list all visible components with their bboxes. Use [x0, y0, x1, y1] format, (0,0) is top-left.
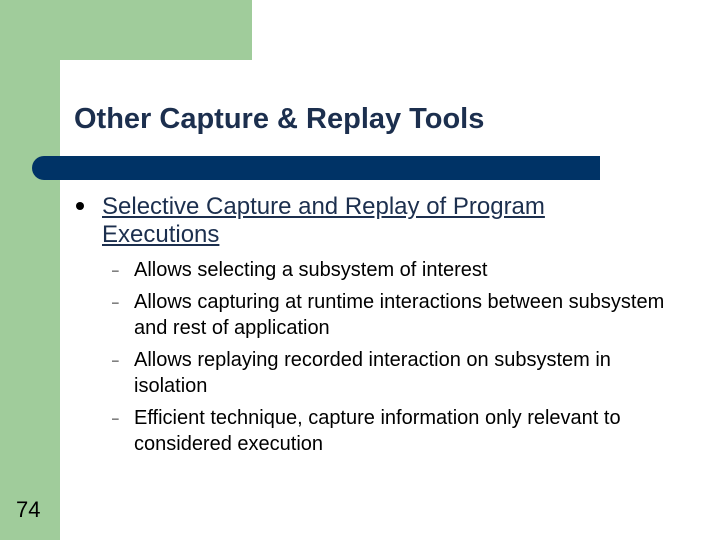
sub-bullet-text: Allows capturing at runtime interactions between subsystem and rest of application	[134, 291, 665, 339]
bullet-dot-icon	[76, 202, 84, 210]
sub-bullet-item	[112, 347, 672, 399]
dash-icon: –	[112, 353, 119, 367]
page-number: 74	[16, 497, 41, 522]
sub-bullet-item	[112, 289, 672, 341]
sub-bullet-item	[112, 257, 672, 283]
dash-icon: –	[112, 295, 119, 309]
dash-icon: –	[112, 263, 119, 277]
decorative-green-bar-top	[0, 0, 252, 60]
sub-bullet-text: Efficient technique, capture information only relevant to considered execution	[134, 407, 621, 455]
decorative-green-bar-left	[0, 0, 60, 540]
slide-title: Other Capture & Replay Tools	[74, 103, 485, 135]
main-bullet-text[interactable]: Selective Capture and Replay of Program Executions	[102, 193, 545, 248]
decorative-rounded-corner	[60, 60, 106, 106]
sub-bullet-item	[112, 405, 672, 457]
dash-icon: –	[112, 411, 119, 425]
sub-bullet-text: Allows replaying recorded interaction on subsystem in isolation	[134, 349, 611, 397]
title-divider-bar	[32, 156, 600, 180]
sub-bullet-text: Allows selecting a subsystem of interest	[134, 259, 488, 281]
sub-bullet-list	[112, 257, 672, 463]
